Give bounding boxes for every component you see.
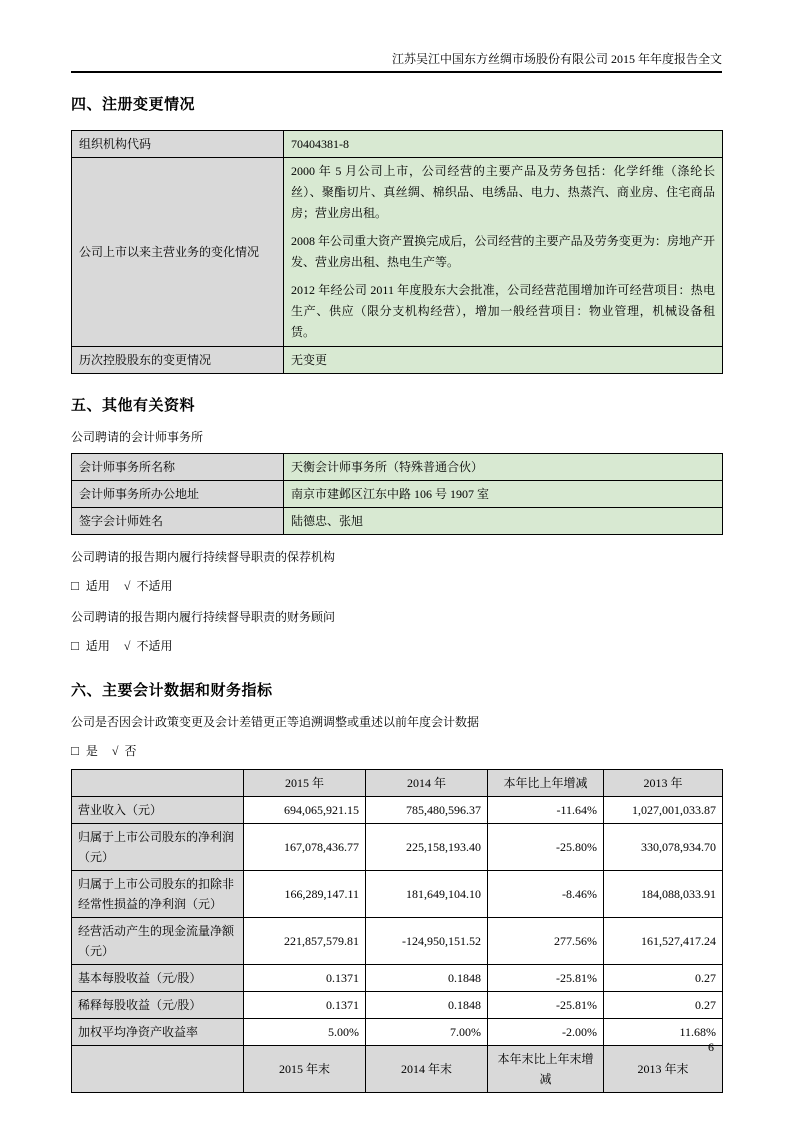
value-2014: 0.1848	[366, 965, 488, 992]
value-change: -8.46%	[488, 871, 604, 918]
table-row	[72, 454, 723, 481]
key-financial-indicators-table	[71, 769, 723, 1093]
checkbox-unchecked-icon: □	[71, 578, 79, 593]
business-change-paragraph: 2000 年 5 月公司上市，公司经营的主要产品及劳务包括：化学纤维（涤纶长丝）、聚酯切片、真丝绸、棉织品、电绣品、电力、热蒸汽、商业房、住宅商品房；营业房出租。	[291, 164, 715, 220]
value-2015: 5.00%	[244, 1019, 366, 1046]
value-2014: 181,649,104.10	[366, 871, 488, 918]
footer-cell-empty	[72, 1046, 244, 1093]
header-cell-2013: 2013 年	[604, 770, 723, 797]
restatement-choice-line	[71, 742, 722, 760]
value-2013: 330,078,934.70	[604, 824, 723, 871]
advisor-applicability-line	[71, 637, 722, 655]
value-2014: 0.1848	[366, 992, 488, 1019]
row-label: 归属于上市公司股东的净利润（元）	[72, 824, 244, 871]
value-2013: 0.27	[604, 965, 723, 992]
table-row	[72, 347, 723, 374]
table-row	[72, 481, 723, 508]
sponsor-applicability-line	[71, 577, 722, 595]
table-row	[72, 797, 723, 824]
checkbox-unchecked-icon: □	[71, 638, 79, 653]
table-footer-row	[72, 1046, 723, 1093]
value-2013: 1,027,001,033.87	[604, 797, 723, 824]
table-row	[72, 992, 723, 1019]
header-cell-2015: 2015 年	[244, 770, 366, 797]
row-value: 70404381-8	[284, 131, 723, 158]
value-change: 277.56%	[488, 918, 604, 965]
value-2014: -124,950,151.52	[366, 918, 488, 965]
footer-cell-2015-end: 2015 年末	[244, 1046, 366, 1093]
table-row	[72, 158, 723, 347]
checkbox-unchecked-icon: □	[71, 743, 79, 758]
business-change-paragraph: 2008 年公司重大资产置换完成后，公司经营的主要产品及劳务变更为：房地产开发、营业房出租、热电生产等。	[291, 234, 715, 269]
check-icon: √	[123, 639, 131, 653]
row-value: 天衡会计师事务所（特殊普通合伙）	[284, 454, 723, 481]
value-2015: 166,289,147.11	[244, 871, 366, 918]
sponsor-caption: 公司聘请的报告期内履行持续督导职责的保荐机构	[71, 550, 336, 564]
value-change: -11.64%	[488, 797, 604, 824]
value-2015: 167,078,436.77	[244, 824, 366, 871]
row-label: 归属于上市公司股东的扣除非经常性损益的净利润（元）	[72, 871, 244, 918]
footer-cell-2014-end: 2014 年末	[366, 1046, 488, 1093]
row-label: 会计师事务所办公地址	[72, 481, 284, 508]
value-2015: 0.1371	[244, 965, 366, 992]
check-icon: √	[111, 744, 119, 758]
header-cell-change: 本年比上年增减	[488, 770, 604, 797]
header-cell-empty	[72, 770, 244, 797]
check-icon: √	[123, 579, 131, 593]
accounting-firm-table	[71, 453, 723, 535]
value-2013: 0.27	[604, 992, 723, 1019]
table-row	[72, 131, 723, 158]
section-financials-title: 六、主要会计数据和财务指标	[71, 682, 273, 699]
accounting-firm-intro: 公司聘请的会计师事务所	[71, 430, 204, 444]
row-label: 基本每股收益（元/股）	[72, 965, 244, 992]
table-row	[72, 824, 723, 871]
row-label: 会计师事务所名称	[72, 454, 284, 481]
value-2013: 184,088,033.91	[604, 871, 723, 918]
value-2013: 11.68%	[604, 1019, 723, 1046]
registration-change-table	[71, 130, 723, 374]
row-label: 公司上市以来主营业务的变化情况	[72, 158, 284, 347]
table-row	[72, 965, 723, 992]
no-label: 否	[124, 744, 137, 758]
table-row	[72, 871, 723, 918]
row-label: 签字会计师姓名	[72, 508, 284, 535]
value-change: -25.81%	[488, 965, 604, 992]
header-title: 江苏吴江中国东方丝绸市场股份有限公司 2015 年年度报告全文	[391, 52, 722, 66]
row-label: 历次控股股东的变更情况	[72, 347, 284, 374]
row-value: 陆德忠、张旭	[284, 508, 723, 535]
table-row	[72, 508, 723, 535]
not-applicable-label: 不适用	[136, 639, 173, 653]
value-2013: 161,527,417.24	[604, 918, 723, 965]
advisor-caption: 公司聘请的报告期内履行持续督导职责的财务顾问	[71, 610, 336, 624]
table-row	[72, 1019, 723, 1046]
row-value: 无变更	[284, 347, 723, 374]
not-applicable-label: 不适用	[136, 579, 173, 593]
value-2014: 225,158,193.40	[366, 824, 488, 871]
page-header	[71, 0, 722, 73]
value-2015: 221,857,579.81	[244, 918, 366, 965]
footer-cell-2013-end: 2013 年末	[604, 1046, 723, 1093]
table-header-row	[72, 770, 723, 797]
applicable-label: 适用	[85, 579, 110, 593]
row-label: 营业收入（元）	[72, 797, 244, 824]
section-registration-title: 四、注册变更情况	[71, 96, 196, 113]
value-change: -25.80%	[488, 824, 604, 871]
row-label: 稀释每股收益（元/股）	[72, 992, 244, 1019]
header-cell-2014: 2014 年	[366, 770, 488, 797]
section-other-info-title: 五、其他有关资料	[71, 397, 196, 414]
page-number: 6	[708, 1040, 714, 1054]
row-label: 经营活动产生的现金流量净额（元）	[72, 918, 244, 965]
row-label: 加权平均净资产收益率	[72, 1019, 244, 1046]
footer-cell-change-end: 本年末比上年末增减	[488, 1046, 604, 1093]
row-label: 组织机构代码	[72, 131, 284, 158]
yes-label: 是	[85, 744, 98, 758]
restatement-question: 公司是否因会计政策变更及会计差错更正等追溯调整或重述以前年度会计数据	[71, 715, 480, 729]
table-row	[72, 918, 723, 965]
applicable-label: 适用	[85, 639, 110, 653]
row-value	[284, 158, 723, 347]
value-2015: 694,065,921.15	[244, 797, 366, 824]
row-value: 南京市建邺区江东中路 106 号 1907 室	[284, 481, 723, 508]
value-2014: 7.00%	[366, 1019, 488, 1046]
business-change-paragraph: 2012 年经公司 2011 年度股东大会批准，公司经营范围增加许可经营项目：热电生产、供应（限分支机构经营），增加一般经营项目：物业管理，机械设备租赁。	[291, 283, 715, 339]
value-2015: 0.1371	[244, 992, 366, 1019]
value-change: -25.81%	[488, 992, 604, 1019]
value-2014: 785,480,596.37	[366, 797, 488, 824]
value-change: -2.00%	[488, 1019, 604, 1046]
